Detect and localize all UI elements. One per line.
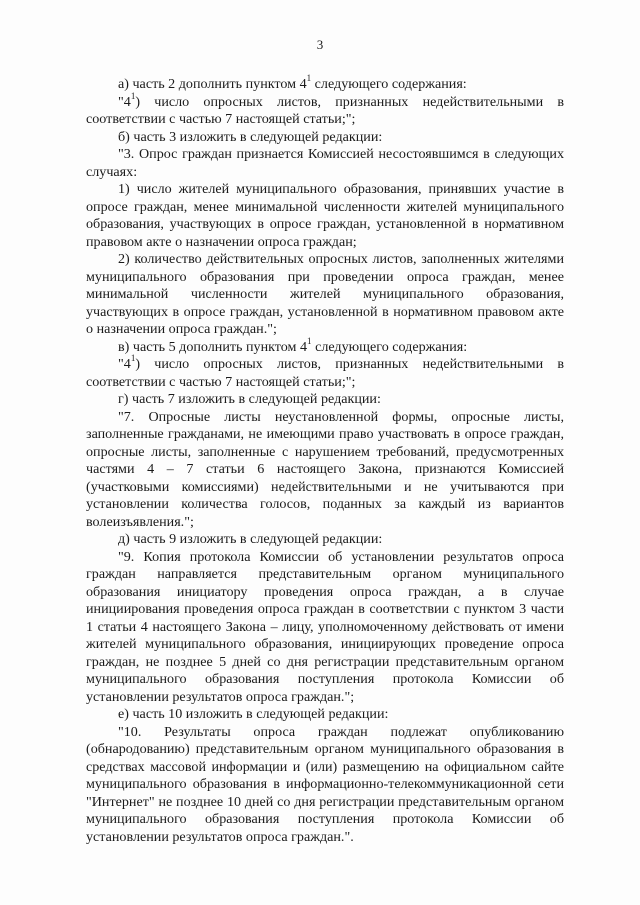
paragraph: д) часть 9 изложить в следующей редакции: <box>118 531 383 547</box>
paragraph: "$4^1$) число опросных листов, признанных недействительными в соответствии с частью 7 настоящей статьи;"; <box>86 90 564 127</box>
paragraph: "9. Копия протокола Комиссии об установлении результатов опроса граждан направляется представительным органом муниципального образования инициатору проведения опроса граждан, а в случае инициирования проведения опроса граждан в соответствии с пунктом 3 части 1 статьи 4 настоящего Закона – лицу, уполномоченному действовать от имени жителей муниципального образования, инициирующих проведение опроса граждан, не позднее 5 дней со дня регистрации представительным органом муниципального образования поступления протокола Комиссии об установлении результатов опроса граждан."; <box>86 548 564 705</box>
paragraph: "3. Опрос граждан признается Комиссией несостоявшимся в следующих случаях: <box>86 146 564 180</box>
paragraph: г) часть 7 изложить в следующей редакции: <box>118 391 381 407</box>
page-number: 3 <box>316 37 324 52</box>
paragraph: е) часть 10 изложить в следующей редакции: <box>118 706 389 722</box>
paragraph: 1) число жителей муниципального образования, принявших участие в опросе граждан, менее минимальной численности жителей муниципального образования, участвующих в опросе граждан, установленной в нормативном правовом акте о назначении опроса граждан; <box>86 181 564 250</box>
paragraph: "10. Результаты опроса граждан подлежат опубликованию (обнародованию) представительным органом муниципального образования в средствах массовой информации и (или) размещению на официальном сайте муниципального образования в информационно-телекоммуникационной сети "Интернет" не позднее 10 дней со дня регистрации представительным органом муниципального образования поступления протокола Комиссии об установлении результатов опроса граждан.". <box>86 723 564 845</box>
paragraph: б) часть 3 изложить в следующей редакции: <box>118 128 383 145</box>
paragraph: в) часть 5 дополнить пунктом $4^1$ следующего содержания: <box>118 335 468 355</box>
paragraph: а) часть 2 дополнить пунктом $4^1$ следующего содержания: <box>118 73 467 92</box>
paragraph: "$4^1$) число опросных листов, признанных недействительными в соответствии с частью 7 настоящей статьи;"; <box>86 353 564 390</box>
paragraph: "7. Опросные листы неустановленной формы, опросные листы, заполненные гражданами, не имеющими право участвовать в опросе граждан, опросные листы, заполненные с нарушением требований, предусмотренных частями 4 – 7 статьи 6 настоящего Закона, признаются Комиссией (участковыми комиссиями) недействительными и не учитываются при установлении количества голосов, поданных за каждый из вариантов волеизъявления."; <box>86 408 564 530</box>
paragraph: 2) количество действительных опросных листов, заполненных жителями муниципального образования при проведении опроса граждан, менее минимальной численности жителей муниципального образования, участвующих в опросе граждан, установленной в нормативном правовом акте о назначении опроса граждан."; <box>86 251 564 337</box>
document-body <box>86 73 564 846</box>
